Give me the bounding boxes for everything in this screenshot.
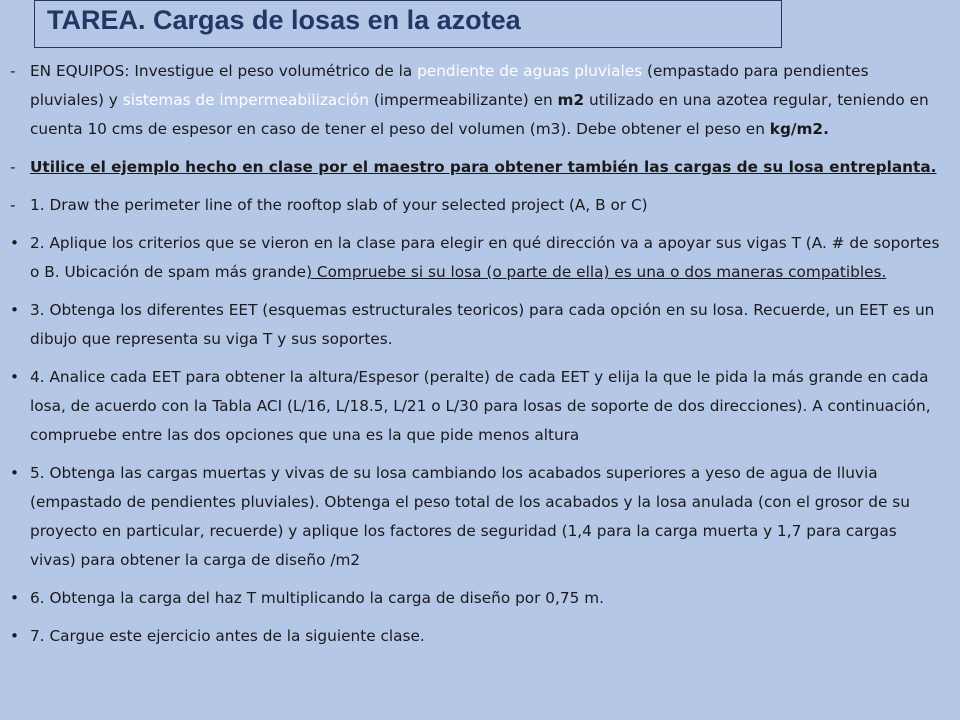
bullet-marker: • bbox=[10, 627, 20, 645]
item-text: 4. Analice cada EET para obtener la altura/Espesor (peralte) de cada EET y elija la que le pida la más grande en cada losa, de acuerdo con la Tabla ACI (L/16, L/18.5, L/21 o L/30 para losas de soporte de dos direcciones). A continuación, compruebe entre las dos opciones que una es la que pide menos altura bbox=[30, 368, 931, 444]
item-text: EN EQUIPOS: Investigue el peso volumétrico de la pendiente de aguas pluviales (empastado para pendientes pluviales) y sistemas de impermeabilización (impermeabilizante) en m2 utilizado en una azotea regular, teniendo en cuenta 10 cms de espesor en caso de tener el peso del volumen (m3). Debe obtener el peso en kg/m2. bbox=[30, 62, 929, 138]
bullet-marker: • bbox=[10, 368, 20, 386]
list-item bbox=[10, 296, 940, 354]
item-text: 6. Obtenga la carga del haz T multiplicando la carga de diseño por 0,75 m. bbox=[30, 589, 604, 607]
dash-marker: - bbox=[10, 62, 16, 80]
list-item bbox=[10, 363, 940, 450]
item-text: 3. Obtenga los diferentes EET (esquemas estructurales teoricos) para cada opción en su losa. Recuerde, un EET es un dibujo que representa su viga T y sus soportes. bbox=[30, 301, 935, 348]
item-text: 5. Obtenga las cargas muertas y vivas de su losa cambiando los acabados superiores a yeso de agua de lluvia (empastado de pendientes pluviales). Obtenga el peso total de los acabados y la losa anulada (con el grosor de su proyecto en particular, recuerde) y aplique los factores de seguridad (1,4 para la carga muerta y 1,7 para cargas vivas) para obtener la carga de diseño /m2 bbox=[30, 464, 910, 569]
highlight-term: sistemas de impermeabilización bbox=[122, 91, 369, 109]
title-box bbox=[34, 0, 782, 48]
highlight-term: pendiente de aguas pluviales bbox=[417, 62, 643, 80]
list-item bbox=[10, 622, 940, 651]
bullet-marker: • bbox=[10, 464, 20, 482]
list-item bbox=[10, 57, 940, 144]
item-text: Utilice el ejemplo hecho en clase por el maestro para obtener también las cargas de su losa entreplanta. bbox=[30, 158, 937, 176]
list-item bbox=[10, 584, 940, 613]
dash-marker: - bbox=[10, 158, 16, 176]
bullet-marker: • bbox=[10, 234, 20, 252]
list-item bbox=[10, 191, 940, 220]
dash-marker: - bbox=[10, 196, 16, 214]
item-text: 7. Cargue este ejercicio antes de la siguiente clase. bbox=[30, 627, 425, 645]
list-item bbox=[10, 459, 940, 575]
list-item bbox=[10, 229, 940, 287]
slide-title: TAREA. Cargas de losas en la azotea bbox=[47, 5, 521, 35]
bullet-marker: • bbox=[10, 589, 20, 607]
bullet-marker: • bbox=[10, 301, 20, 319]
item-text: 2. Aplique los criterios que se vieron en la clase para elegir en qué dirección va a apoyar sus vigas T (A. # de soportes o B. Ubicación de spam más grande) Compruebe si su losa (o parte de ella) es una o dos maneras compatibles. bbox=[30, 234, 940, 281]
task-list bbox=[10, 57, 940, 660]
list-item bbox=[10, 153, 940, 182]
item-text: 1. Draw the perimeter line of the rooftop slab of your selected project (A, B or C) bbox=[30, 196, 648, 214]
